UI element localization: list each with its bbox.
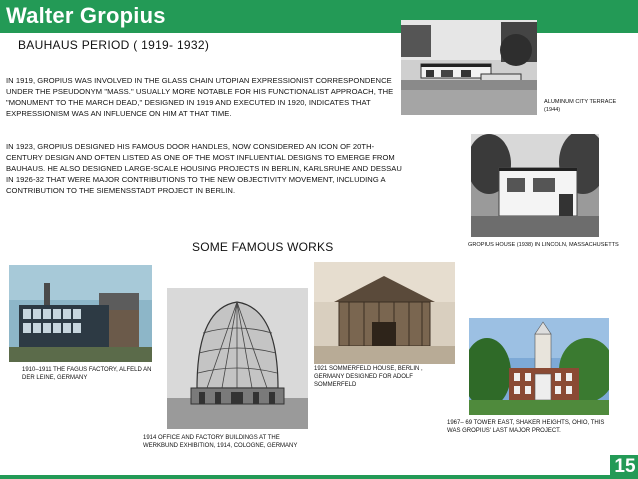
footer-bar xyxy=(0,475,638,479)
section-heading: BAUHAUS PERIOD ( 1919- 1932) xyxy=(18,38,210,52)
caption-aluminum-city-terrace: ALUMINUM CITY TERRACE (1944) xyxy=(544,99,617,113)
photo-aluminum-city-terrace xyxy=(401,20,537,115)
page-number: 15 xyxy=(614,456,636,477)
photo-werkbund-pavilion xyxy=(167,288,308,429)
caption-tower-east: 1967– 69 TOWER EAST, SHAKER HEIGHTS, OHIO, THIS WAS GROPIUS' LAST MAJOR PROJECT. xyxy=(447,420,605,434)
caption-gropius-house: GROPIUS HOUSE (1938) IN LINCOLN, MASSACHUSETTS xyxy=(468,242,619,248)
photo-gropius-house xyxy=(471,134,599,237)
paragraph-2: IN 1923, GROPIUS DESIGNED HIS FAMOUS DOOR HANDLES, NOW CONSIDERED AN ICON OF 20TH-CENTURY DESIGN AND OFTEN LISTED AS ONE OF THE MOST INFLUENTIAL DESIGNS TO EMERGE FROM BAUHAUS. HE ALSO DESIGNED LARGE-SCALE HOUSING PROJECTS IN BERLIN, KARLSRUHE AND DESSAU IN 1926-32 THAT WERE MAJOR CONTRIBUTIONS TO THE NEW OBJECTIVITY MOVEMENT, INCLUDING A CONTRIBUTION TO THE SIEMENSSTADT PROJECT IN BERLIN. xyxy=(6,142,402,195)
photo-tower-east xyxy=(469,318,609,415)
photo-sommerfeld-house xyxy=(314,262,455,364)
caption-fagus-factory: 1910–1911 THE FAGUS FACTORY, ALFELD AN DER LEINE, GERMANY xyxy=(22,367,152,381)
caption-werkbund: 1914 OFFICE AND FACTORY BUILDINGS AT THE WERKBUND EXHIBITION, 1914, COLOGNE, GERMANY xyxy=(143,435,298,449)
works-heading: SOME FAMOUS WORKS xyxy=(192,240,334,254)
photo-fagus-factory xyxy=(9,265,152,362)
paragraph-1: IN 1919, GROPIUS WAS INVOLVED IN THE GLASS CHAIN UTOPIAN EXPRESSIONIST CORRESPONDENCE UNDER THE PSEUDONYM "MASS." USUALLY MORE NOTABLE FOR HIS FUNCTIONALIST APPROACH, THE "MONUMENT TO THE MARCH DEAD," DESIGNED IN 1919 AND EXECUTED IN 1920, INDICATES THAT EXPRESSIONISM WAS AN INFLUENCE ON HIM AT THAT TIME. xyxy=(6,76,394,118)
caption-sommerfeld-house: 1921 SOMMERFELD HOUSE, BERLIN , GERMANY DESIGNED FOR ADOLF SOMMERFELD xyxy=(314,366,423,388)
page-title: Walter Gropius xyxy=(6,3,166,28)
